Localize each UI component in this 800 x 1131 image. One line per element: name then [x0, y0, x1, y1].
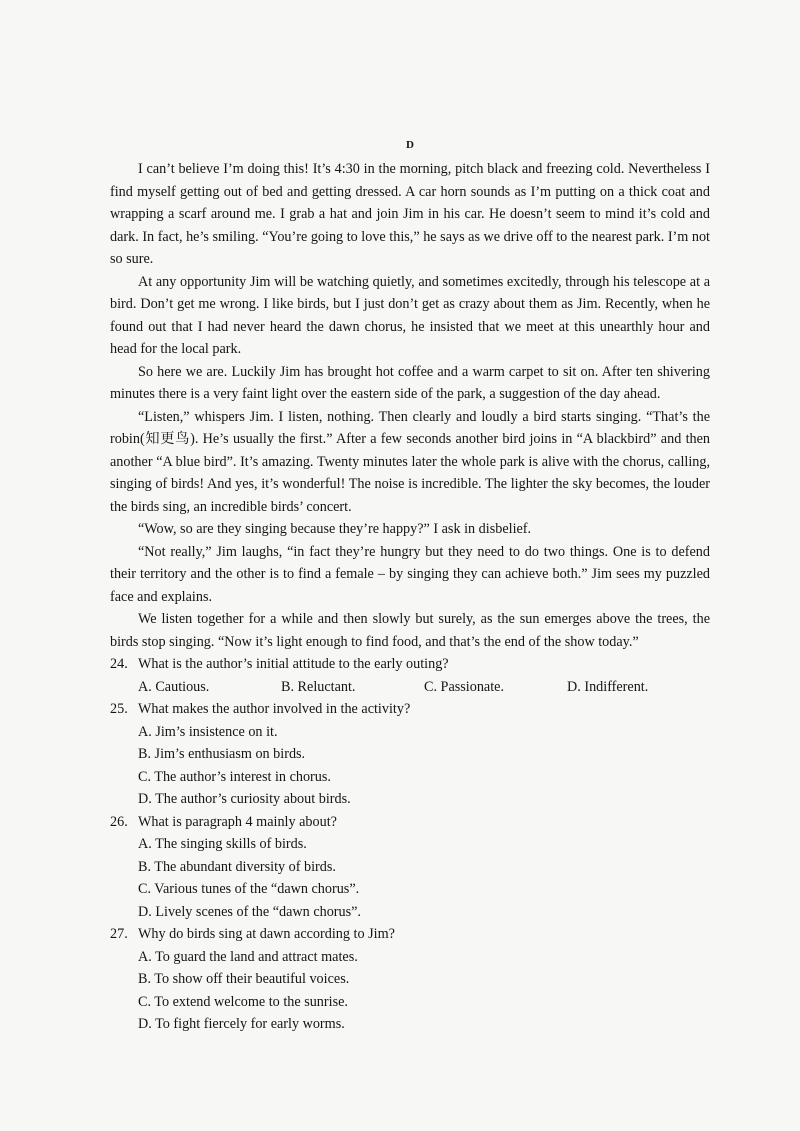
passage-paragraph-1: I can’t believe I’m doing this! It’s 4:30 in the morning, pitch black and freezing cold. Nevertheless I find myself getting out of bed and getting dressed. A car horn sounds as I’m putting on a thick coat and wrapping a scarf around me. I grab a hat and join Jim in his car. He doesn’t seem to mind it’s cold and dark. In fact, he’s smiling. “You’re going to love this,” he says as we drive off to the nearest park. I’m not so sure.: [110, 161, 710, 267]
option-a: A. Cautious.: [138, 678, 210, 695]
exam-page: [110, 138, 710, 1036]
passage-paragraph-5: “Wow, so are they singing because they’re happy?” I ask in disbelief.: [138, 521, 532, 537]
option-d: D. Lively scenes of the “dawn chorus”.: [138, 903, 361, 920]
option-b: B. The abundant diversity of birds.: [138, 858, 336, 875]
option-c: C. Various tunes of the “dawn chorus”.: [138, 881, 360, 897]
option-a: A. The singing skills of birds.: [138, 836, 307, 852]
question-number: 25.: [110, 701, 128, 717]
option-b: B. Jim’s enthusiasm on birds.: [138, 746, 306, 762]
question-25: [110, 698, 710, 811]
option-a: A. To guard the land and attract mates.: [138, 948, 358, 965]
option-c: C. The author’s interest in chorus.: [138, 768, 331, 785]
option-d: D. Indifferent.: [567, 678, 649, 695]
option-b: B. Reluctant.: [281, 678, 356, 695]
option-c: C. Passionate.: [424, 678, 504, 695]
passage-paragraph-4: “Listen,” whispers Jim. I listen, nothing. Then clearly and loudly a bird starts singing. “That’s the robin(知更鸟). He’s usually the first.” After a few seconds another bird joins in “A blackbird” and then another “A blue bird”. It’s amazing. Twenty minutes later the whole park is alive with the chorus, calling, singing of birds! And yes, it’s wonderful! The noise is incredible. The lighter the sky becomes, the louder the birds sing, an incredible birds’ concert.: [110, 408, 710, 515]
section-heading: D: [406, 139, 414, 151]
passage-paragraph-6: “Not really,” Jim laughs, “in fact they’re hungry but they need to do two things. One is to defend their territory and the other is to find a female – by singing they can achieve both.” Jim sees my puzzled face and explains.: [110, 543, 710, 605]
option-d: D. The author’s curiosity about birds.: [138, 791, 351, 807]
question-24: [110, 653, 710, 698]
question-stem: What makes the author involved in the activity?: [138, 701, 411, 717]
question-number: 26.: [110, 813, 128, 830]
passage-paragraph-3: So here we are. Luckily Jim has brought hot coffee and a warm carpet to sit on. After ten shivering minutes there is a very faint light over the eastern side of the park, a suggestion of the day ahead.: [110, 363, 710, 402]
question-26: [110, 811, 710, 924]
question-stem: What is the author’s initial attitude to the early outing?: [138, 656, 449, 672]
question-number: 24.: [110, 656, 128, 672]
option-c: C. To extend welcome to the sunrise.: [138, 993, 348, 1010]
passage-paragraph-2: At any opportunity Jim will be watching quietly, and sometimes excitedly, through his telescope at a bird. Don’t get me wrong. I like birds, but I just don’t get as crazy about them as Jim. Recently, when he found out that I had never heard the dawn chorus, he insisted that we meet at this unearthly hour and head for the local park.: [110, 273, 710, 357]
option-d: D. To fight fiercely for early worms.: [138, 1016, 345, 1032]
question-stem: What is paragraph 4 mainly about?: [138, 813, 337, 830]
option-b: B. To show off their beautiful voices.: [138, 971, 350, 987]
question-number: 27.: [110, 926, 128, 942]
question-stem: Why do birds sing at dawn according to Jim?: [138, 926, 395, 942]
question-27: [110, 923, 710, 1036]
passage-paragraph-7: We listen together for a while and then slowly but surely, as the sun emerges above the trees, the birds stop singing. “Now it’s light enough to find food, and that’s the end of the show today.”: [110, 611, 710, 650]
option-a: A. Jim’s insistence on it.: [138, 723, 278, 740]
